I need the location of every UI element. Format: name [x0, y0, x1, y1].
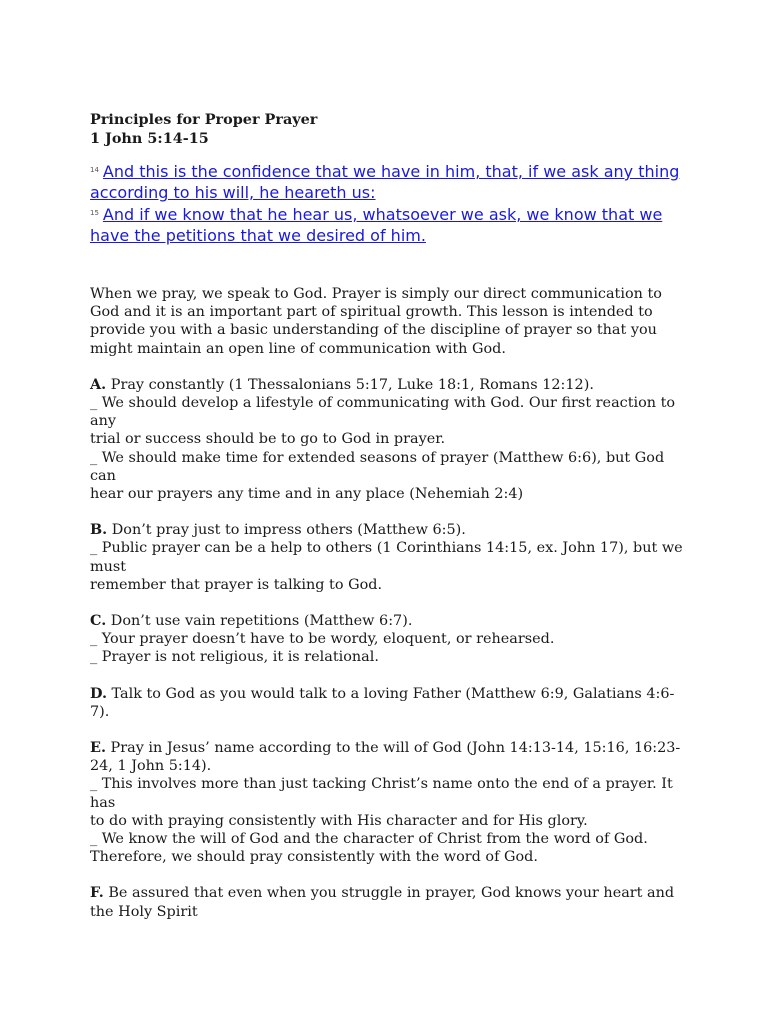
document-page: [90, 110, 690, 921]
intro-paragraph: When we pray, we speak to God. Prayer is simply our direct communication to God and it is an important part of spiritual growth. This lesson is intended to provide you with a basic understanding of the discipline of prayer so that you might maintain an open line of communication with God.: [90, 286, 662, 357]
principle-line: trial or success should be to go to God in prayer.: [90, 431, 446, 448]
principle-line: remember that prayer is talking to God.: [90, 576, 383, 593]
verse-14[interactable]: [90, 160, 690, 203]
principle-line: _ This involves more than just tacking Christ’s name onto the end of a prayer. It has: [90, 776, 673, 811]
verse-number: 15: [90, 209, 99, 217]
principle-a: [90, 376, 690, 503]
principle-text: Talk to God as you would talk to a loving Father (Matthew 6:9, Galatians 4:6-7).: [90, 685, 675, 720]
principle-letter: B.: [90, 521, 108, 539]
verse-link[interactable]: And this is the confidence that we have in him, that, if we ask any thing according to his will, he heareth us:: [90, 162, 680, 202]
principle-c: [90, 612, 690, 667]
principle-text: Pray in Jesus’ name according to the will of God (John 14:13-14, 15:16, 16:23-24, 1 John 5:14).: [90, 740, 681, 775]
document-title: Principles for Proper Prayer: [90, 111, 318, 128]
principle-letter: E.: [90, 739, 106, 757]
principle-heading: [90, 739, 690, 775]
principle-line: _ We know the will of God and the character of Christ from the word of God. Therefore, we should pray consistently with the word of God.: [90, 831, 648, 866]
principle-b: [90, 521, 690, 594]
principle-heading: [90, 884, 690, 920]
principle-text: Pray constantly (1 Thessalonians 5:17, Luke 18:1, Romans 12:12).: [106, 376, 594, 393]
principle-heading: [90, 612, 690, 630]
scripture-verses: [90, 160, 690, 246]
principle-line: _ Your prayer doesn’t have to be wordy, eloquent, or rehearsed.: [90, 631, 555, 648]
verse-link[interactable]: And if we know that he hear us, whatsoever we ask, we know that we have the petitions that we desired of him.: [90, 205, 663, 245]
principle-text: Be assured that even when you struggle in prayer, God knows your heart and the Holy Spirit: [90, 885, 675, 920]
principle-text: Don’t use vain repetitions (Matthew 6:7).: [106, 613, 413, 630]
principle-heading: [90, 685, 690, 721]
principle-text: Don’t pray just to impress others (Matthew 6:5).: [107, 522, 466, 539]
principle-letter: A.: [90, 375, 107, 393]
verse-number: 14: [90, 166, 99, 174]
principle-line: _ We should make time for extended seasons of prayer (Matthew 6:6), but God can: [90, 449, 665, 484]
principle-heading: [90, 521, 690, 539]
verse-15[interactable]: [90, 203, 690, 246]
principle-letter: F.: [90, 884, 104, 902]
scripture-reference: 1 John 5:14-15: [90, 130, 209, 147]
document-header: [90, 110, 690, 148]
principle-line: _ Public prayer can be a help to others (1 Corinthians 14:15, ex. John 17), but we must: [90, 540, 683, 575]
principle-f: [90, 884, 690, 920]
principle-line: _ Prayer is not religious, it is relational.: [90, 649, 379, 666]
principle-letter: D.: [90, 684, 107, 702]
principle-d: [90, 685, 690, 721]
principle-heading: [90, 376, 690, 394]
principle-line: _ We should develop a lifestyle of communicating with God. Our first reaction to any: [90, 395, 676, 430]
principle-letter: C.: [90, 612, 107, 630]
principle-line: hear our prayers any time and in any place (Nehemiah 2:4): [90, 486, 524, 503]
principle-line: to do with praying consistently with His character and for His glory.: [90, 812, 588, 829]
principle-e: [90, 739, 690, 866]
